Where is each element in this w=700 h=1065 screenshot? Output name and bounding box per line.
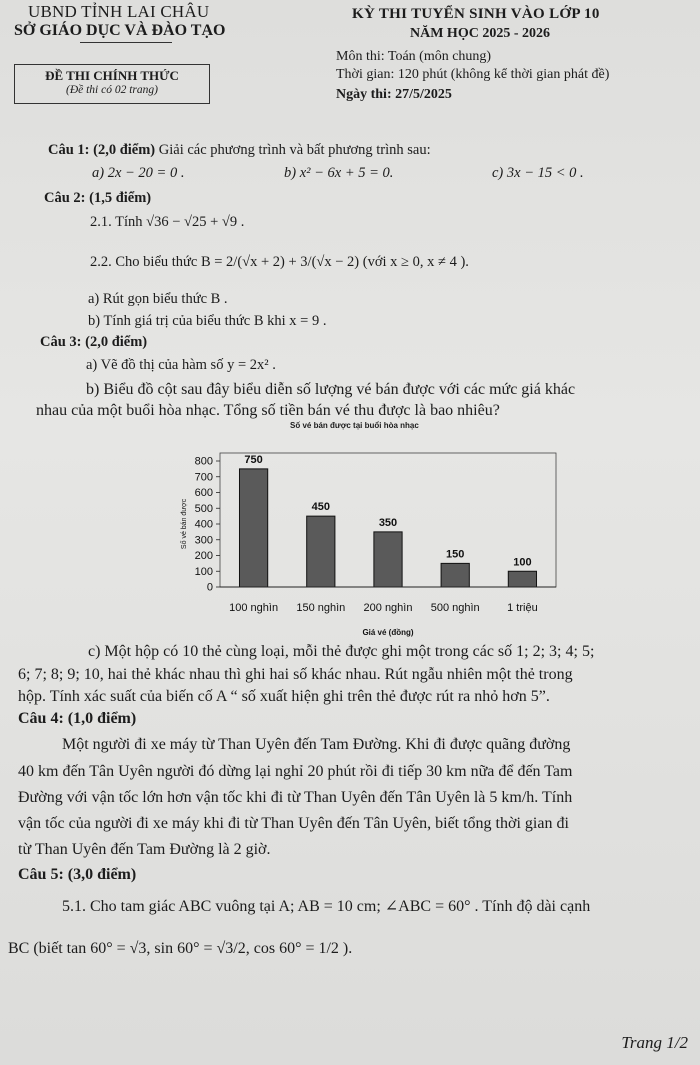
exam-date: Ngày thi: 27/5/2025 xyxy=(336,87,452,102)
q4-heading: Câu 4: (1,0 điểm) xyxy=(18,710,137,727)
x-axis-label: Giá vé (đồng) xyxy=(362,628,414,637)
q1-part-c: c) 3x − 15 < 0 . xyxy=(492,165,584,181)
q2-part-b: b) Tính giá trị của biểu thức B khi x = 9 . xyxy=(88,313,327,329)
bar xyxy=(307,516,335,587)
page-count-note: (Đề thi có 02 trang) xyxy=(66,84,158,96)
q3-part-c-line2: 6; 7; 8; 9; 10, hai thẻ khác nhau thì ghi hai số khác nhau. Rút ngẫu nhiên một thẻ trong xyxy=(18,666,573,683)
q5-line2: BC (biết tan 60° = √3, sin 60° = √3/2, cos 60° = 1/2 ). xyxy=(8,940,353,957)
y-tick-label: 200 xyxy=(194,550,213,562)
bar-value-label: 450 xyxy=(311,501,330,514)
bar-value-label: 100 xyxy=(513,556,532,569)
x-tick-label: 500 nghìn xyxy=(430,602,480,614)
y-tick-label: 100 xyxy=(194,565,213,578)
q1-line xyxy=(48,142,431,159)
y-tick-label: 300 xyxy=(194,534,213,547)
bar-value-label: 350 xyxy=(378,516,398,529)
q3-part-c-line1: c) Một hộp có 10 thẻ cùng loại, mỗi thẻ được ghi một trong các số 1; 2; 3; 4; 5; xyxy=(88,643,595,660)
q3-part-c-line3: hộp. Tính xác suất của biến cố A “ số xuất hiện ghi trên thẻ được rút ra nhỏ hơn 5”. xyxy=(18,688,550,705)
q1-part-b: b) x² − 6x + 5 = 0. xyxy=(284,165,394,181)
bar xyxy=(374,532,402,587)
q4-line3: Đường với vận tốc lớn hơn vận tốc khi đi từ Than Uyên đến Tân Uyên là 5 km/h. Tính xyxy=(18,789,573,806)
exam-title: KỲ THI TUYỂN SINH VÀO LỚP 10 xyxy=(352,6,600,22)
bar xyxy=(239,469,267,587)
x-tick-label: 100 nghìn xyxy=(229,602,279,614)
bar xyxy=(508,571,536,587)
page-number: Trang 1/2 xyxy=(621,1033,688,1052)
q1-part-a: a) 2x − 20 = 0 . xyxy=(92,165,185,181)
bar-value-label: 750 xyxy=(244,453,263,466)
q2-part-1: 2.1. Tính √36 − √25 + √9 . xyxy=(90,214,245,230)
y-tick-label: 700 xyxy=(194,471,213,484)
q3-part-a: a) Vẽ đồ thị của hàm số y = 2x² . xyxy=(86,357,276,373)
x-tick-label: 1 triệu xyxy=(507,602,538,614)
q4-line2: 40 km đến Tân Uyên người đó dừng lại nghỉ 20 phút rồi đi tiếp 30 km nữa để đến Tam xyxy=(18,763,573,780)
q1-heading: Câu 1: (2,0 điểm) xyxy=(48,142,156,158)
time-line: Thời gian: 120 phút (không kể thời gian phát đề) xyxy=(336,67,610,82)
chart-title: Số vé bán được tại buổi hòa nhạc xyxy=(290,421,419,430)
bar xyxy=(441,563,469,587)
y-tick-label: 400 xyxy=(194,518,213,531)
q1-text: Giải các phương trình và bất phương trình sau: xyxy=(155,142,431,158)
school-year: NĂM HỌC 2025 - 2026 xyxy=(410,26,550,41)
q4-line1: Một người đi xe máy từ Than Uyên đến Tam Đường. Khi đi được quãng đường xyxy=(62,736,571,753)
q2-heading: Câu 2: (1,5 điểm) xyxy=(44,190,152,206)
q4-line5: từ Than Uyên đến Tam Đường là 2 giờ. xyxy=(18,841,271,858)
header-underline xyxy=(80,42,172,43)
q5-line1: 5.1. Cho tam giác ABC vuông tại A; AB = 10 cm; ∠ABC = 60° . Tính độ dài cạnh xyxy=(62,898,591,915)
official-label: ĐỀ THI CHÍNH THỨC xyxy=(45,68,179,83)
q3-heading: Câu 3: (2,0 điểm) xyxy=(40,334,148,350)
q3-part-b-line1: b) Biểu đồ cột sau đây biểu diễn số lượng vé bán được với các mức giá khác xyxy=(86,381,576,398)
y-tick-label: 800 xyxy=(194,455,213,468)
bar-value-label: 150 xyxy=(446,548,465,561)
official-exam-box xyxy=(14,64,210,104)
q5-heading: Câu 5: (3,0 điểm) xyxy=(18,866,137,883)
y-tick-label: 600 xyxy=(194,487,213,499)
subject-line: Môn thi: Toán (môn chung) xyxy=(336,49,492,64)
q2-part-a: a) Rút gọn biểu thức B . xyxy=(88,291,228,307)
y-tick-label: 0 xyxy=(206,581,213,594)
department-name: SỞ GIÁO DỤC VÀ ĐÀO TẠO xyxy=(14,22,226,39)
ticket-sales-chart xyxy=(170,436,570,642)
y-axis-label: Số vé bán được xyxy=(181,498,188,550)
x-tick-label: 200 nghìn xyxy=(363,602,413,614)
x-tick-label: 150 nghìn xyxy=(296,602,346,614)
y-tick-label: 500 xyxy=(194,502,213,515)
q4-line4: vận tốc của người đi xe máy khi đi từ Than Uyên đến Tân Uyên, biết tổng thời gian đi xyxy=(18,815,569,832)
authority-name: UBND TỈNH LAI CHÂU xyxy=(28,2,210,21)
q3-part-b-line2: nhau của một buổi hòa nhạc. Tổng số tiền bán vé thu được là bao nhiêu? xyxy=(36,402,500,419)
q2-part-2: 2.2. Cho biểu thức B = 2/(√x + 2) + 3/(√x − 2) (với x ≥ 0, x ≠ 4 ). xyxy=(90,254,469,270)
